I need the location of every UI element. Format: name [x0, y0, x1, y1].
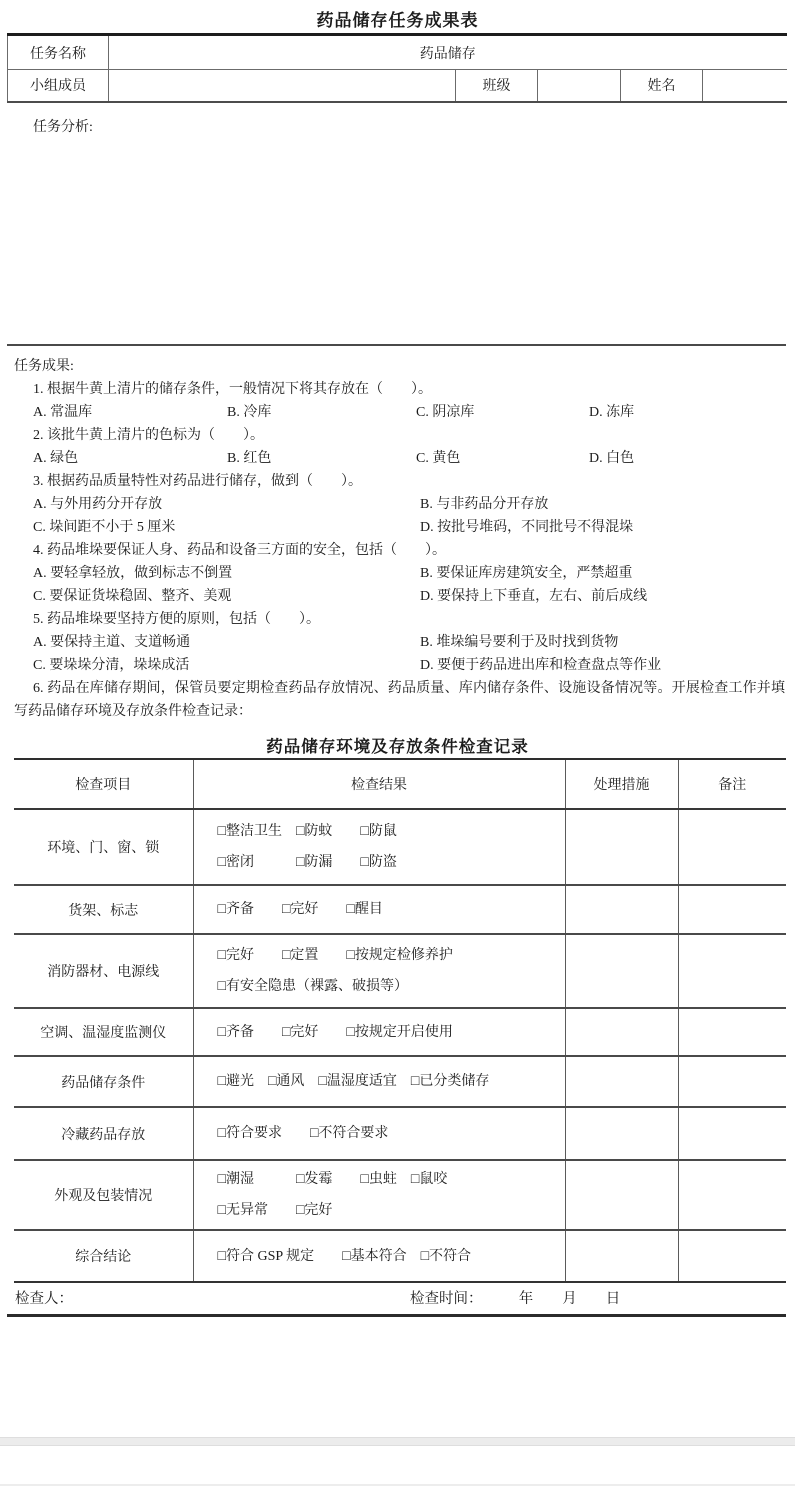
remark-cell — [678, 1160, 786, 1230]
option-c: C. 阴凉库 — [416, 405, 475, 420]
action-cell — [565, 809, 678, 885]
option-c: C. 黄色 — [416, 451, 461, 466]
inspector-label: 检查人： — [15, 1291, 73, 1307]
option-b: B. 与非药品分开存放 — [420, 497, 549, 512]
result-cell — [193, 1230, 565, 1282]
option-c: C. 要保证货垛稳固、整齐、美观 — [33, 589, 232, 604]
option-c: C. 垛间距不小于 5 厘米 — [33, 520, 176, 535]
action-cell — [565, 1008, 678, 1056]
action-cell — [565, 1160, 678, 1230]
question-4-options-ab — [14, 562, 785, 585]
task-name-value: 药品储存 — [109, 35, 787, 70]
option-b: B. 冷库 — [227, 405, 272, 420]
header-check-result: 检查结果 — [193, 759, 565, 809]
question-5-options-ab — [14, 631, 785, 654]
record-row-cold-storage — [14, 1107, 786, 1160]
option-a: A. 绿色 — [33, 451, 79, 466]
checkbox-line: □整洁卫生 □防蚊 □防鼠 — [217, 824, 397, 839]
question-2-stem: 2. 该批牛黄上清片的色标为（ ）。 — [33, 428, 264, 443]
option-d: D. 要保持上下垂直，左右、前后成线 — [420, 589, 648, 604]
info-table — [7, 33, 787, 103]
result-cell — [193, 1160, 565, 1230]
name-label: 姓名 — [621, 70, 703, 102]
record-row-hvac-monitor — [14, 1008, 786, 1056]
checkbox-line: □避光 □通风 □温湿度适宜 □已分类储存 — [217, 1074, 490, 1089]
task-results-label: 任务成果: — [14, 359, 74, 374]
question-3-options-ab — [14, 493, 785, 516]
remark-cell — [678, 934, 786, 1008]
checkbox-line: □符合要求 □不符合要求 — [217, 1126, 389, 1141]
option-b: B. 要保证库房建筑安全，严禁超重 — [420, 566, 633, 581]
page-break-band — [0, 1437, 795, 1446]
inspection-time-label: 检查时间： 年 月 日 — [410, 1291, 621, 1307]
checkbox-line: □无异常 □完好 — [217, 1203, 333, 1218]
option-a: A. 要保持主道、支道畅通 — [33, 635, 191, 650]
task-analysis-label: 任务分析: — [33, 120, 93, 135]
checkbox-line: □潮湿 □发霉 □虫蛀 □鼠咬 — [217, 1172, 448, 1187]
group-members-value — [109, 70, 456, 102]
class-value — [538, 70, 621, 102]
question-1-stem: 1. 根据牛黄上清片的储存条件，一般情况下将其存放在（ ）。 — [33, 382, 432, 397]
option-a: A. 常温库 — [33, 405, 93, 420]
record-row-appearance-packaging — [14, 1160, 786, 1230]
item-cell: 冷藏药品存放 — [61, 1127, 146, 1143]
option-d: D. 要便于药品进出库和检查盘点等作业 — [420, 658, 662, 673]
remark-cell — [678, 885, 786, 934]
item-cell: 货架、标志 — [68, 903, 139, 919]
option-d: D. 冻库 — [589, 405, 635, 420]
checkbox-line: □齐备 □完好 □按规定开启使用 — [217, 1024, 453, 1040]
checkbox-line: □齐备 □完好 □醒目 — [217, 902, 383, 917]
next-page-divider — [0, 1484, 795, 1486]
remark-cell — [678, 1107, 786, 1160]
checkbox-line: □符合 GSP 规定 □基本符合 □不符合 — [217, 1248, 472, 1264]
action-cell — [565, 1107, 678, 1160]
header-remark: 备注 — [678, 759, 786, 809]
result-cell — [193, 934, 565, 1008]
task-name-row — [8, 35, 787, 70]
result-cell — [193, 809, 565, 885]
question-6-paragraph: 6. 药品在库储存期间，保管员要定期检查药品存放情况、药品质量、库内储存条件、设施设备情况等。开展检查工作并填写药品储存环境及存放条件检查记录： — [14, 681, 785, 719]
action-cell — [565, 885, 678, 934]
item-cell: 消防器材、电源线 — [47, 965, 160, 980]
result-cell — [193, 885, 565, 934]
action-cell — [565, 934, 678, 1008]
checkbox-line: □有安全隐患（裸露、破损等） — [217, 979, 408, 994]
option-b: B. 堆垛编号要利于及时找到货物 — [420, 635, 619, 650]
question-1-options — [14, 401, 785, 424]
task-name-label: 任务名称 — [8, 35, 109, 70]
question-3-stem: 3. 根据药品质量特性对药品进行储存，做到（ ）。 — [33, 474, 362, 489]
result-cell — [193, 1008, 565, 1056]
item-cell: 空调、温湿度监测仪 — [40, 1026, 167, 1041]
option-b: B. 红色 — [227, 451, 272, 466]
header-action: 处理措施 — [565, 759, 678, 809]
option-d: D. 按批号堆码，不同批号不得混垛 — [420, 520, 634, 535]
option-a: A. 要轻拿轻放，做到标志不倒置 — [33, 566, 233, 581]
task-analysis-section — [7, 105, 786, 346]
remark-cell — [678, 1230, 786, 1282]
item-cell: 综合结论 — [75, 1250, 132, 1265]
option-d: D. 白色 — [589, 451, 635, 466]
question-3-options-cd — [14, 516, 785, 539]
class-label: 班级 — [456, 70, 538, 102]
record-table-title: 药品储存环境及存放条件检查记录 — [266, 738, 529, 756]
item-cell: 外观及包装情况 — [54, 1189, 153, 1204]
option-c: C. 要垛垛分清，垛垛成活 — [33, 658, 190, 673]
remark-cell — [678, 1008, 786, 1056]
question-4-options-cd — [14, 585, 785, 608]
record-row-shelves — [14, 885, 786, 934]
name-value — [703, 70, 787, 102]
item-cell: 环境、门、窗、锁 — [47, 841, 160, 856]
checkbox-line: □密闭 □防漏 □防盗 — [217, 855, 397, 870]
header-check-item: 检查项目 — [75, 778, 132, 793]
task-results-section — [14, 347, 785, 723]
question-4-stem: 4. 药品堆垛要保证人身、药品和设备三方面的安全，包括（ ）。 — [33, 543, 446, 558]
question-2-options — [14, 447, 785, 470]
record-row-storage-conditions — [14, 1056, 786, 1107]
result-cell — [193, 1107, 565, 1160]
record-row-environment — [14, 809, 786, 885]
members-row — [8, 70, 787, 102]
remark-cell — [678, 1056, 786, 1107]
record-row-fire-equipment — [14, 934, 786, 1008]
action-cell — [565, 1230, 678, 1282]
question-5-stem: 5. 药品堆垛要坚持方便的原则，包括（ ）。 — [33, 612, 320, 627]
group-members-label: 小组成员 — [8, 70, 109, 102]
option-a: A. 与外用药分开存放 — [33, 497, 163, 512]
remark-cell — [678, 809, 786, 885]
form-title: 药品储存任务成果表 — [316, 11, 479, 30]
result-cell — [193, 1056, 565, 1107]
record-row-conclusion — [14, 1230, 786, 1282]
checkbox-line: □完好 □定置 □按规定检修养护 — [217, 948, 453, 963]
record-header-row — [14, 759, 786, 809]
action-cell — [565, 1056, 678, 1107]
item-cell: 药品储存条件 — [61, 1075, 146, 1091]
record-table — [14, 758, 786, 1283]
question-5-options-cd — [14, 654, 785, 677]
signature-row — [7, 1284, 786, 1317]
